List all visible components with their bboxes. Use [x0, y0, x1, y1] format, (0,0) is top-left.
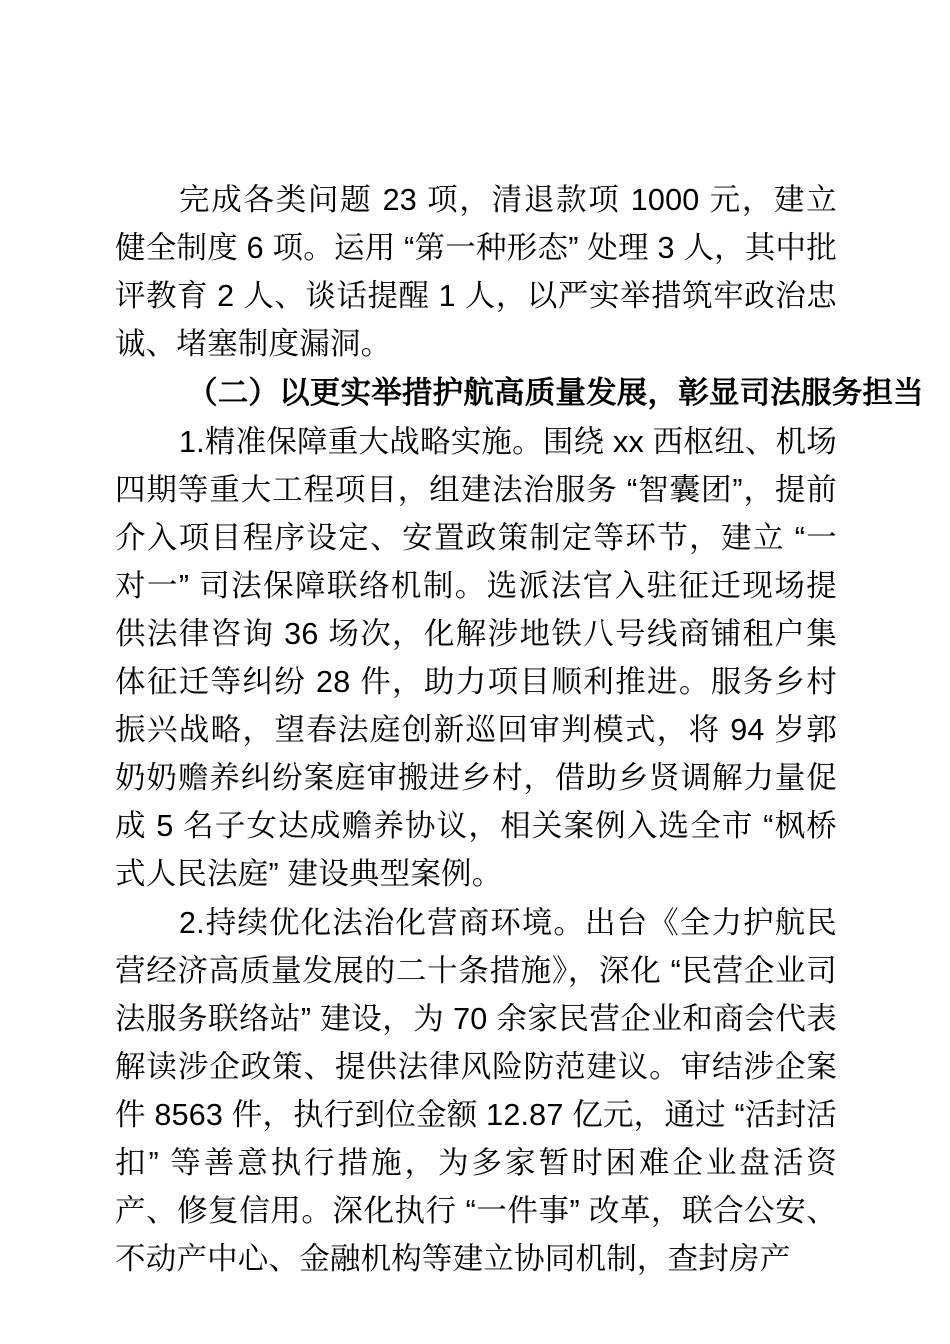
numbered-item-1: 1.精准保障重大战略实施。围绕 xx 西枢纽、机场四期等重大工程项目，组建法治服务 “智囊团”，提前介入项目程序设定、安置政策制定等环节，建立 “一对一” 司法保障联络机制。选派法官入驻征迁现场提供法律咨询 36 场次，化解涉地铁八号线商铺租户集体征迁等纠纷 28 件，助力项目顺利推进。服务乡村振兴战略，望春法庭创新巡回审判模式，将 94 岁郭奶奶赡养纠纷案庭审搬进乡村，借助乡贤调解力量促成 5 名子女达成赡养协议，相关案例入选全市 “枫桥式人民法庭” 建设典型案例。 [115, 425, 837, 891]
section-heading-2: （二）以更实举措护航高质量发展，彰显司法服务担当 [187, 376, 924, 410]
numbered-item-2: 2.持续优化法治化营商环境。出台《全力护航民营经济高质量发展的二十条措施》，深化 “民营企业司法服务联络站” 建设，为 70 余家民营企业和商会代表解读涉企政策、提供法律风险防范建议。审结涉企案件 8563 件，执行到位金额 12.87 亿元，通过 “活封活扣” 等善意执行措施，为多家暂时困难企业盘活资产、修复信用。深化执行 “一件事” 改革，联合公安、不动产中心、金融机构等建立协同机制，查封房产 [115, 906, 837, 1276]
page-body [115, 176, 924, 1283]
paragraph-continuation: 完成各类问题 23 项，清退款项 1000 元，建立健全制度 6 项。运用 “第一种形态” 处理 3 人，其中批评教育 2 人、谈话提醒 1 人，以严实举措筑牢政治忠诚、堵塞制度漏洞。 [115, 183, 837, 361]
